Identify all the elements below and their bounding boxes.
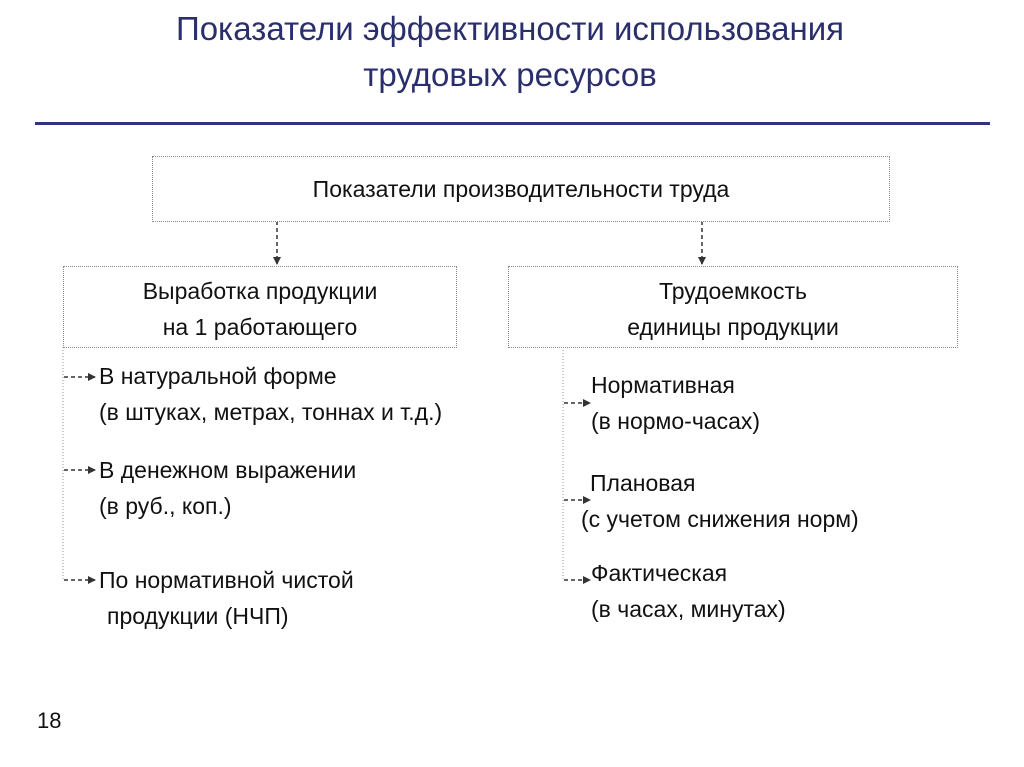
right-item-actual-detail: (в часах, минутах)	[591, 596, 786, 622]
output-per-worker-box	[63, 266, 457, 348]
left-item-normative-net	[99, 562, 354, 634]
output-box-line-1: Выработка продукции	[142, 278, 378, 304]
right-item-planned-title: Плановая	[590, 470, 696, 496]
productivity-indicators-box	[152, 156, 890, 222]
left-item-monetary-detail: (в руб., коп.)	[99, 493, 232, 519]
left-item-natural	[99, 358, 442, 430]
right-item-planned-detail: (с учетом снижения норм)	[581, 506, 859, 532]
labor-intensity-box	[508, 266, 958, 348]
intensity-box-line-1: Трудоемкость	[659, 278, 807, 304]
left-item-normative-net-detail: продукции (НЧП)	[107, 603, 289, 629]
left-item-monetary	[99, 452, 356, 524]
right-item-normative-detail: (в нормо-часах)	[591, 408, 761, 434]
intensity-box-line-2: единицы продукции	[627, 314, 839, 340]
left-item-natural-title: В натуральной форме	[99, 363, 337, 389]
right-item-planned	[581, 465, 859, 537]
output-box-line-2: на 1 работающего	[162, 314, 358, 340]
title-line-2: трудовых ресурсов	[363, 56, 657, 93]
left-item-monetary-title: В денежном выражении	[99, 457, 357, 483]
right-item-actual-title: Фактическая	[591, 560, 728, 586]
left-item-natural-detail: (в штуках, метрах, тоннах и т.д.)	[99, 399, 443, 425]
title-line-1: Показатели эффективности использования	[175, 10, 845, 47]
productivity-indicators-label: Показатели производительности труда	[312, 176, 730, 202]
left-item-normative-net-title: По нормативной чистой	[99, 567, 354, 593]
right-item-normative-title: Нормативная	[591, 372, 735, 398]
page-number: 18	[37, 708, 62, 733]
right-item-normative	[591, 367, 760, 439]
right-item-actual	[591, 555, 786, 627]
